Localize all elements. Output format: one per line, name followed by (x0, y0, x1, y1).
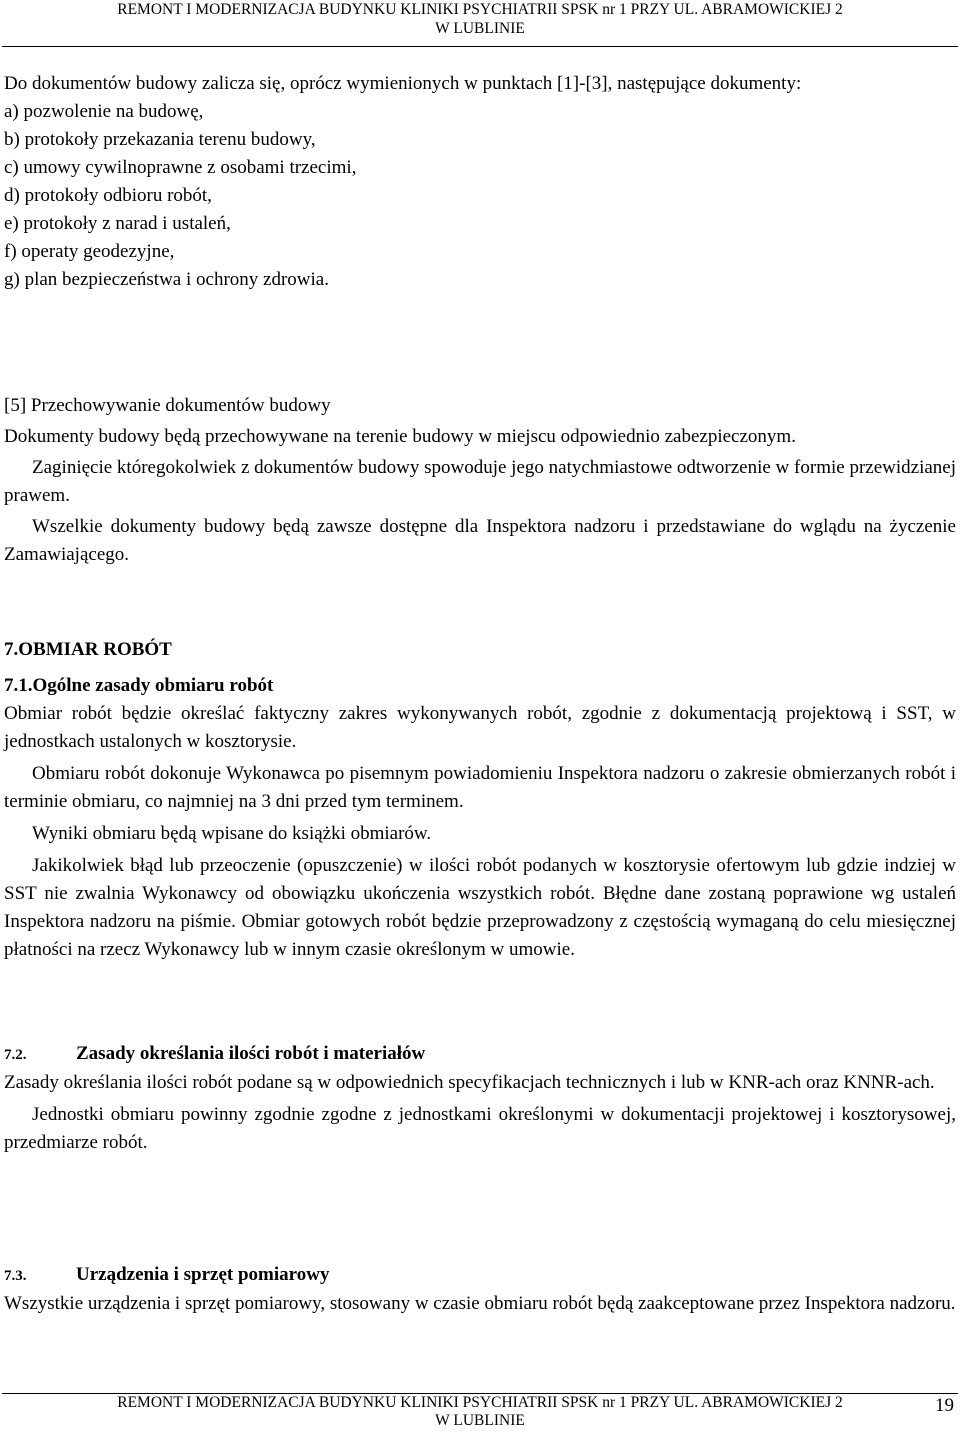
page-number: 19 (935, 1395, 954, 1416)
section-7-2-paragraph-2: Jednostki obmiaru powinny zgodnie zgodne z jednostkami określonymi w dokumentacji projektowej i kosztorysowej, przedmiarze robót. (4, 1104, 956, 1153)
footer-line-2: W LUBLINIE (435, 1412, 525, 1429)
section-5-paragraph-1: Dokumenty budowy będą przechowywane na terenie budowy w miejscu odpowiednio zabezpieczonym. (4, 426, 796, 447)
header-line-2: W LUBLINIE (435, 20, 525, 37)
header-line-1: REMONT I MODERNIZACJA BUDYNKU KLINIKI PSYCHIATRII SPSK nr 1 PRZY UL. ABRAMOWICKIEJ 2 (117, 1, 843, 18)
footer-line-1: REMONT I MODERNIZACJA BUDYNKU KLINIKI PSYCHIATRII SPSK nr 1 PRZY UL. ABRAMOWICKIEJ 2 (117, 1394, 843, 1411)
section-7-2-paragraph-1: Zasady określania ilości robót podane są w odpowiednich specyfikacjach technicznych i lub w KNR-ach oraz KNNR-ach. (4, 1072, 935, 1093)
section-7-2-heading (4, 1040, 956, 1069)
list-item: f) operaty geodezyjne, (4, 241, 175, 262)
section-5-title: [5] Przechowywanie dokumentów budowy (4, 395, 331, 416)
section-5-paragraph-2: Zaginięcie któregokolwiek z dokumentów budowy spowoduje jego natychmiastowe odtworzenie w formie przewidzianej prawem. (4, 457, 956, 506)
section-5-paragraph-3: Wszelkie dokumenty budowy będą zawsze dostępne dla Inspektora nadzoru i przedstawiane do wglądu na życzenie Zamawiającego. (4, 516, 956, 565)
section-7-1-paragraph-1: Obmiar robót będzie określać faktyczny zakres wykonywanych robót, zgodnie z dokumentacją projektową i SST, w jednostkach ustalonych w kosztorysie. (4, 703, 956, 752)
footer-text (0, 1394, 960, 1430)
list-item: d) protokoły odbioru robót, (4, 185, 212, 206)
list-item: a) pozwolenie na budowę, (4, 101, 204, 122)
list-item: g) plan bezpieczeństwa i ochrony zdrowia. (4, 269, 329, 290)
section-7-2-number: 7.2. (4, 1047, 27, 1063)
list-item: c) umowy cywilnoprawne z osobami trzecimi, (4, 157, 357, 178)
section-7-2 (4, 1040, 956, 1157)
section-7-1-paragraph-2: Obmiaru robót dokonuje Wykonawca po pisemnym powiadomieniu Inspektora nadzoru o zakresie obmierzanych robót i terminie obmiaru, co najmniej na 3 dni przed tym terminem. (4, 763, 956, 812)
section-7-3-title: Urządzenia i sprzęt pomiarowy (76, 1264, 330, 1285)
document-body (4, 70, 956, 294)
section-7-3-paragraph-1: Wszystkie urządzenia i sprzęt pomiarowy, stosowany w czasie obmiaru robót będą zaakceptowane przez Inspektora nadzoru. (4, 1293, 956, 1314)
section-7-1-paragraph-3: Wyniki obmiaru będą wpisane do książki obmiarów. (32, 823, 432, 844)
page-header (0, 0, 960, 38)
section-7-3-heading (4, 1261, 956, 1290)
list-item: e) protokoły z narad i ustaleń, (4, 213, 231, 234)
section-7-2-title: Zasady określania ilości robót i materiałów (76, 1043, 426, 1064)
list-item: b) protokoły przekazania terenu budowy, (4, 129, 316, 150)
header-divider (2, 46, 958, 47)
section-7-3-number: 7.3. (4, 1268, 27, 1284)
section-5 (4, 392, 956, 569)
section-7-1-heading: 7.1.Ogólne zasady obmiaru robót (4, 675, 274, 696)
document-list (4, 98, 956, 294)
section-7-3 (4, 1261, 956, 1318)
section-7 (4, 636, 956, 964)
section-7-heading: 7.OBMIAR ROBÓT (4, 639, 172, 660)
section-7-1-paragraph-4: Jakikolwiek błąd lub przeoczenie (opuszczenie) w ilości robót podanych w kosztorysie ofertowym lub gdzie indziej w SST nie zwalnia Wykonawcy od obowiązku ukończenia wszystkich robót. Błędne dane zostaną poprawione wg ustaleń Inspektora nadzoru na piśmie. Obmiar gotowych robót będzie przeprowadzony z częstością wymaganą do celu miesięcznej płatności na rzecz Wykonawcy lub w innym czasie określonym w umowie. (4, 855, 956, 960)
intro-paragraph: Do dokumentów budowy zalicza się, oprócz wymienionych w punktach [1]-[3], następujące dokumenty: (4, 73, 802, 94)
